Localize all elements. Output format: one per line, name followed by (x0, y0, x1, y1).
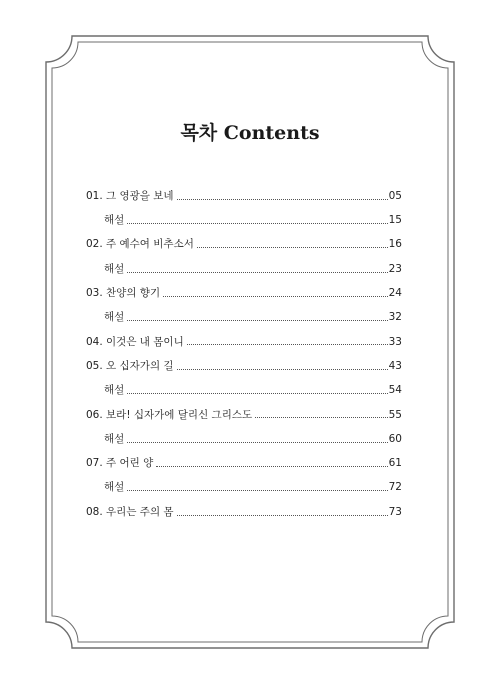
toc-page-number: 05 (388, 189, 402, 202)
toc-entry-label: 해설 (104, 311, 125, 324)
toc-entry (86, 354, 402, 378)
toc-sub-entry (86, 257, 402, 281)
dot-leader (156, 466, 387, 467)
toc-entry-label: 03. 찬양의 향기 (86, 287, 161, 300)
toc-page-number: 43 (388, 359, 402, 372)
toc-entry (86, 330, 402, 354)
toc-entry-label: 04. 이것은 내 몸이니 (86, 335, 184, 348)
toc-sub-entry (86, 476, 402, 500)
toc-entry-label: 해설 (104, 384, 125, 397)
dot-leader (255, 417, 388, 418)
toc-sub-entry (86, 305, 402, 329)
toc-entry-label: 05. 오 십자가의 길 (86, 359, 174, 372)
table-of-contents (86, 184, 402, 524)
dot-leader (127, 442, 387, 443)
toc-entry (86, 184, 402, 208)
toc-sub-entry (86, 208, 402, 232)
toc-page-number: 15 (388, 214, 402, 227)
toc-entry-label: 06. 보라! 십자가에 달리신 그리스도 (86, 408, 253, 421)
toc-entry (86, 233, 402, 257)
dot-leader (187, 344, 388, 345)
toc-page-number: 23 (388, 262, 402, 275)
toc-entry (86, 451, 402, 475)
toc-page-number: 24 (388, 287, 402, 300)
toc-page-number: 73 (388, 505, 402, 518)
toc-page-number: 32 (388, 311, 402, 324)
dot-leader (127, 490, 387, 491)
dot-leader (127, 223, 387, 224)
toc-entry-label: 해설 (104, 214, 125, 227)
dot-leader (177, 199, 388, 200)
toc-page-number: 16 (388, 238, 402, 251)
page-title: 목차 Contents (180, 122, 320, 144)
toc-page-number: 54 (388, 384, 402, 397)
dot-leader (197, 247, 388, 248)
toc-page-number: 60 (388, 432, 402, 445)
toc-entry (86, 500, 402, 524)
toc-page-number: 55 (388, 408, 402, 421)
dot-leader (127, 320, 387, 321)
dot-leader (177, 369, 388, 370)
dot-leader (163, 296, 388, 297)
dot-leader (177, 515, 388, 516)
toc-entry-label: 01. 그 영광을 보네 (86, 189, 174, 202)
toc-page-number: 72 (388, 481, 402, 494)
toc-entry-label: 07. 주 어린 양 (86, 457, 154, 470)
toc-sub-entry (86, 427, 402, 451)
toc-page-number: 61 (388, 457, 402, 470)
toc-entry-label: 08. 우리는 주의 몸 (86, 505, 174, 518)
toc-page-number: 33 (388, 335, 402, 348)
dot-leader (127, 272, 387, 273)
toc-entry-label: 해설 (104, 432, 125, 445)
toc-sub-entry (86, 378, 402, 402)
toc-entry (86, 281, 402, 305)
dot-leader (127, 393, 387, 394)
toc-entry-label: 해설 (104, 481, 125, 494)
toc-entry (86, 403, 402, 427)
toc-entry-label: 02. 주 예수여 비추소서 (86, 238, 194, 251)
toc-entry-label: 해설 (104, 262, 125, 275)
